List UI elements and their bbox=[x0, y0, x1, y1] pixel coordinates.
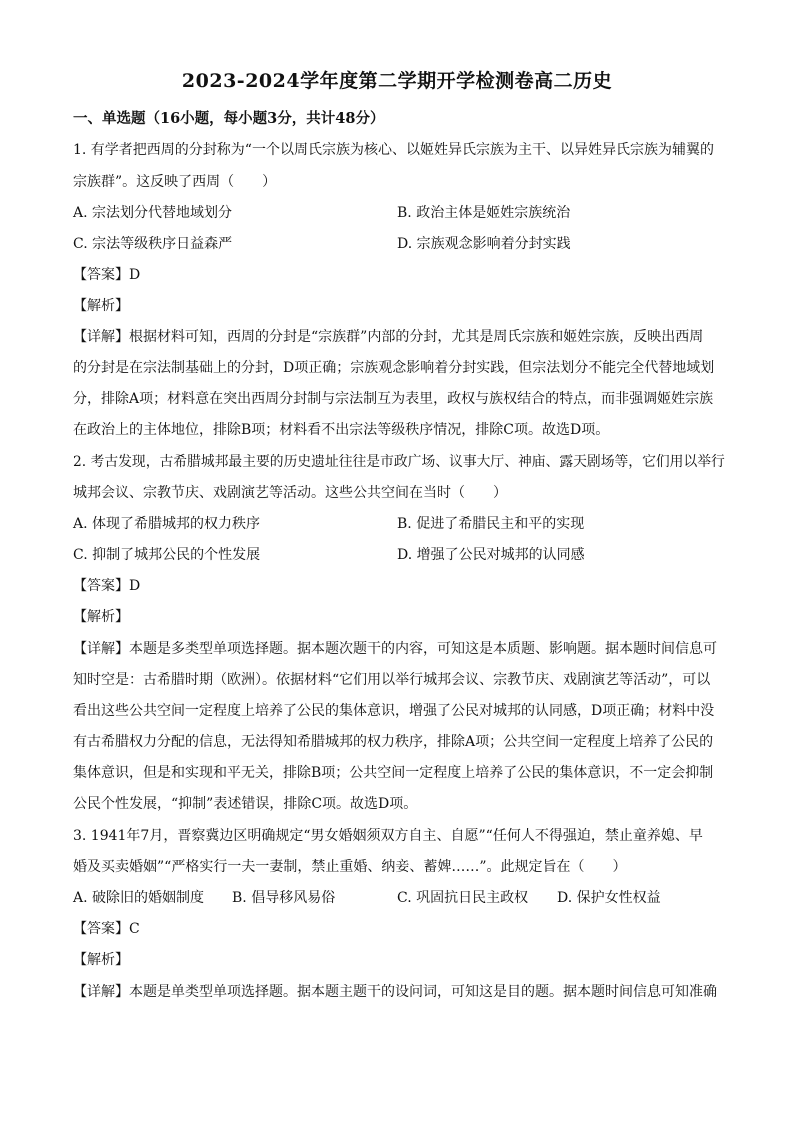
q1-analysis-label: 【解析】 bbox=[73, 298, 129, 314]
q1-option-a: A. 宗法划分代替地域划分 bbox=[73, 205, 233, 221]
q2-analysis-label: 【解析】 bbox=[73, 609, 129, 625]
q3-stem-line-2: 婚及买卖婚姻”“严格实行一夫一妻制，禁止重婚、纳妾、蓄婢……”。此规定旨在（ ） bbox=[73, 859, 627, 875]
q3-option-d: D. 保护女性权益 bbox=[557, 890, 661, 906]
q1-detail-line-2: 的分封是在宗法制基础上的分封，D项正确；宗族观念影响着分封实践，但宗法划分不能完全代替地域划 bbox=[73, 360, 715, 376]
q2-option-a: A. 体现了希腊城邦的权力秩序 bbox=[73, 516, 261, 532]
q2-detail-line-6: 公民个性发展，“抑制”表述错误，排除C项。故选D项。 bbox=[73, 796, 418, 812]
q3-stem-line-1: 3. 1941年7月，晋察冀边区明确规定“男女婚姻须双方自主、自愿”“任何人不得强迫，禁止童养媳、早 bbox=[73, 828, 703, 844]
page-title: 2023-2024学年度第二学期开学检测卷高二历史 bbox=[181, 70, 613, 92]
q3-detail-line-1: 【详解】本题是单类型单项选择题。据本题主题干的设问词，可知这是目的题。据本题时间信息可知准确 bbox=[73, 984, 717, 1000]
q3-analysis-label: 【解析】 bbox=[73, 952, 129, 968]
q1-detail-line-4: 在政治上的主体地位，排除B项；材料看不出宗法等级秩序情况，排除C项。故选D项。 bbox=[73, 422, 610, 438]
q2-stem-line-2: 城邦会议、宗教节庆、戏剧演艺等活动。这些公共空间在当时（ ） bbox=[73, 485, 507, 501]
q2-option-d: D. 增强了公民对城邦的认同感 bbox=[397, 547, 585, 563]
q2-detail-line-5: 集体意识，但是和实现和平无关，排除B项；公共空间一定程度上培养了公民的集体意识，不一定会抑制 bbox=[73, 765, 714, 781]
q2-option-c: C. 抑制了城邦公民的个性发展 bbox=[73, 547, 261, 563]
q3-option-c: C. 巩固抗日民主政权 bbox=[397, 890, 529, 906]
q2-stem-line-1: 2. 考古发现，古希腊城邦最主要的历史遗址往往是市政广场、议事大厅、神庙、露天剧场等，它们用以举行 bbox=[73, 454, 725, 470]
q3-option-b: B. 倡导移风易俗 bbox=[232, 890, 336, 906]
q2-detail-line-3: 看出这些公共空间一定程度上培养了公民的集体意识，增强了公民对城邦的认同感，D项正确；材料中没 bbox=[73, 703, 715, 719]
q1-answer: 【答案】D bbox=[73, 267, 141, 283]
q2-detail-line-4: 有古希腊权力分配的信息，无法得知希腊城邦的权力秩序，排除A项；公共空间一定程度上培养了公民的 bbox=[73, 734, 714, 750]
q2-option-b: B. 促进了希腊民主和平的实现 bbox=[397, 516, 585, 532]
q2-detail-line-1: 【详解】本题是多类型单项选择题。据本题次题干的内容，可知这是本质题、影响题。据本题时间信息可 bbox=[73, 641, 717, 657]
section-heading: 一、单选题（16小题，每小题3分，共计48分） bbox=[73, 110, 385, 127]
q1-detail-line-3: 分，排除A项；材料意在突出西周分封制与宗法制互为表里，政权与族权结合的特点，而非强调姬姓宗族 bbox=[73, 391, 714, 407]
q1-stem-line-1: 1. 有学者把西周的分封称为“一个以周氏宗族为核心、以姬姓异氏宗族为主干、以异姓异氏宗族为辅翼的 bbox=[73, 142, 714, 158]
q1-stem-line-2: 宗族群”。这反映了西周（ ） bbox=[73, 174, 277, 190]
q1-option-c: C. 宗法等级秩序日益森严 bbox=[73, 236, 233, 252]
q3-option-a: A. 破除旧的婚姻制度 bbox=[73, 890, 205, 906]
q1-option-b: B. 政治主体是姬姓宗族统治 bbox=[397, 205, 571, 221]
q3-answer: 【答案】C bbox=[73, 921, 140, 937]
q1-option-d: D. 宗族观念影响着分封实践 bbox=[397, 236, 571, 252]
q2-answer: 【答案】D bbox=[73, 578, 141, 594]
q2-detail-line-2: 知时空是：古希腊时期（欧洲）。依据材料“它们用以举行城邦会议、宗教节庆、戏剧演艺等活动”，可以 bbox=[73, 672, 711, 688]
q1-detail-line-1: 【详解】根据材料可知，西周的分封是“宗族群”内部的分封，尤其是周氏宗族和姬姓宗族，反映出西周 bbox=[73, 329, 704, 345]
